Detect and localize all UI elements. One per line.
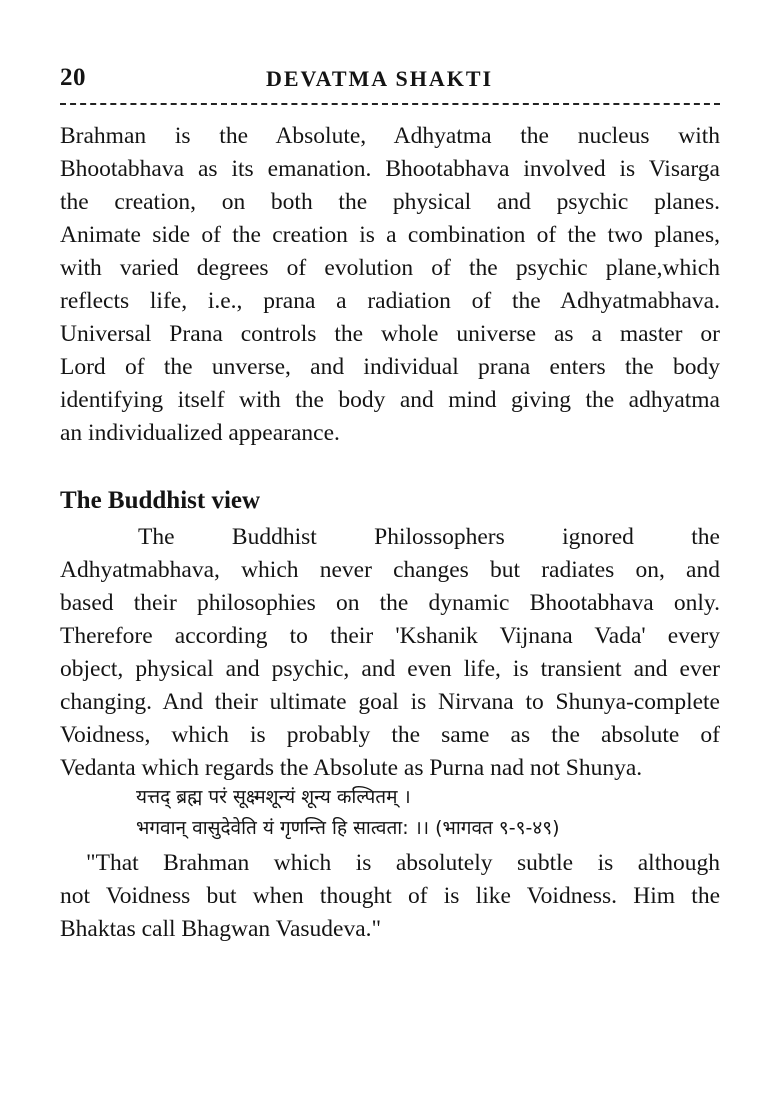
text-line: Vedanta which regards the Absolute as Purna nad not Shunya. [60, 755, 643, 781]
translation-quote [60, 847, 720, 946]
text-line: Lord of the unverse, and individual prana enters the body [60, 354, 720, 380]
page-number: 20 [60, 64, 86, 91]
sanskrit-verse [136, 782, 726, 844]
text-line: with varied degrees of evolution of the psychic plane,which [60, 255, 720, 281]
running-title: DEVATMA SHAKTI [266, 66, 494, 91]
text-line: the creation, on both the physical and psychic planes. [60, 189, 720, 215]
running-head [60, 62, 720, 96]
text-line: Therefore according to their 'Kshanik Vijnana Vada' every [60, 623, 720, 649]
text-line: an individualized appearance. [60, 420, 340, 446]
verse-line: यत्तद् ब्रह्म परं सूक्ष्मशून्यं शून्य कल्पितम् । [136, 786, 411, 808]
verse-line: भगवान् वासुदेवेति यं गृणन्ति हि सात्वता: ।। (भागवत ९-९-४९) [136, 817, 560, 839]
text-line: object, physical and psychic, and even life, is transient and ever [60, 656, 720, 682]
text-line: Universal Prana controls the whole universe as a master or [60, 321, 720, 347]
text-line: Voidness, which is probably the same as the absolute of [60, 722, 720, 748]
paragraph-brahman [60, 120, 720, 450]
text-line: changing. And their ultimate goal is Nirvana to Shunya-complete [60, 689, 720, 715]
header-divider [60, 103, 720, 105]
text-line: Animate side of the creation is a combination of the two planes, [60, 222, 720, 248]
section-heading: The Buddhist view [60, 487, 261, 514]
text-line: Adhyatmabhava, which never changes but radiates on, and [60, 557, 720, 583]
text-line: reflects life, i.e., prana a radiation of the Adhyatmabhava. [60, 288, 720, 314]
text-line: Bhaktas call Bhagwan Vasudeva." [60, 916, 382, 942]
text-line: not Voidness but when thought of is like Voidness. Him the [60, 883, 720, 909]
paragraph-buddhist-view [60, 521, 720, 785]
text-line: "That Brahman which is absolutely subtle is although [86, 850, 720, 876]
text-line: Brahman is the Absolute, Adhyatma the nucleus with [60, 123, 720, 149]
text-line: identifying itself with the body and mind giving the adhyatma [60, 387, 720, 413]
text-line: based their philosophies on the dynamic Bhootabhava only. [60, 590, 720, 616]
text-line: The Buddhist Philossophers ignored the [138, 524, 720, 550]
text-line: Bhootabhava as its emanation. Bhootabhava involved is Visarga [60, 156, 720, 182]
